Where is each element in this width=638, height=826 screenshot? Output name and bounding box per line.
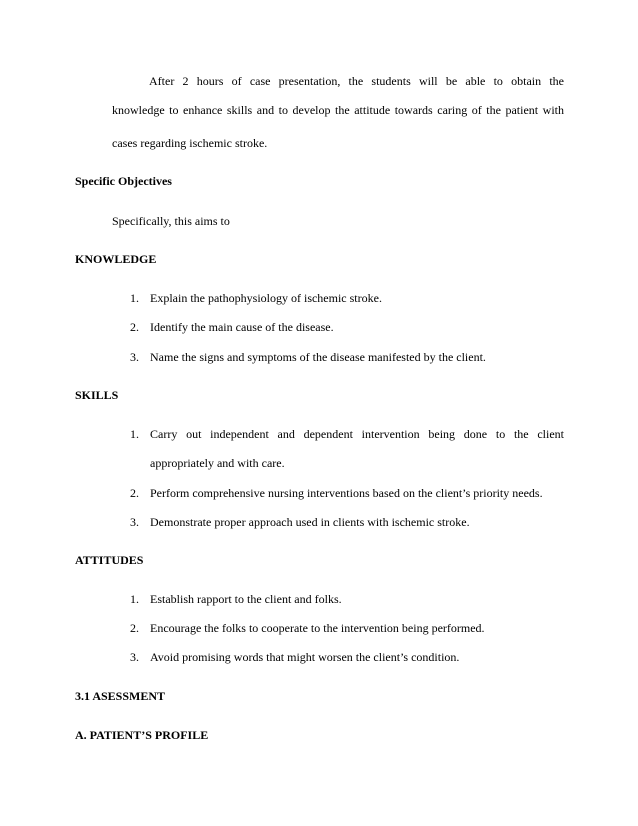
skills-item <box>130 515 470 529</box>
attitudes-item-text: Avoid promising words that might worsen the client’s condition. <box>150 650 460 664</box>
knowledge-item-number: 1. <box>130 291 139 305</box>
attitudes-item-text: Encourage the folks to cooperate to the intervention being performed. <box>150 621 485 635</box>
skills-item-continuation: appropriately and with care. <box>150 456 285 470</box>
intro-line-3: cases regarding ischemic stroke. <box>112 136 268 150</box>
knowledge-heading: KNOWLEDGE <box>75 252 157 266</box>
patient-profile-heading: A. PATIENT’S PROFILE <box>75 728 209 742</box>
knowledge-item-text: Explain the pathophysiology of ischemic stroke. <box>150 291 382 305</box>
skills-item-number: 3. <box>130 515 139 529</box>
skills-heading: SKILLS <box>75 388 119 402</box>
attitudes-item <box>130 592 342 606</box>
skills-item <box>130 427 564 441</box>
intro-line-2: knowledge to enhance skills and to develop the attitude towards caring of the patient with <box>112 103 564 117</box>
specific-objectives-text: Specifically, this aims to <box>112 214 230 228</box>
skills-item-text: Demonstrate proper approach used in clients with ischemic stroke. <box>150 515 470 529</box>
attitudes-item-number: 1. <box>130 592 139 606</box>
intro-line-1: After 2 hours of case presentation, the students will be able to obtain the <box>149 74 564 88</box>
attitudes-item <box>130 621 485 635</box>
knowledge-item-text: Name the signs and symptoms of the disease manifested by the client. <box>150 350 486 364</box>
skills-item <box>130 486 543 500</box>
knowledge-item-number: 2. <box>130 320 139 334</box>
knowledge-item <box>130 320 334 334</box>
attitudes-item <box>130 650 459 664</box>
skills-item-text: Perform comprehensive nursing interventions based on the client’s priority needs. <box>150 486 543 500</box>
skills-item-number: 2. <box>130 486 139 500</box>
attitudes-item-text: Establish rapport to the client and folks. <box>150 592 342 606</box>
attitudes-heading: ATTITUDES <box>75 553 144 567</box>
skills-item-text: Carry out independent and dependent intervention being done to the client <box>150 427 564 441</box>
knowledge-item <box>130 291 382 305</box>
skills-item-number: 1. <box>130 427 139 441</box>
knowledge-item-number: 3. <box>130 350 139 364</box>
attitudes-item-number: 3. <box>130 650 139 664</box>
assessment-heading: 3.1 ASESSMENT <box>75 689 166 703</box>
attitudes-item-number: 2. <box>130 621 139 635</box>
specific-objectives-heading: Specific Objectives <box>75 174 172 188</box>
knowledge-item <box>130 350 486 364</box>
knowledge-item-text: Identify the main cause of the disease. <box>150 320 334 334</box>
